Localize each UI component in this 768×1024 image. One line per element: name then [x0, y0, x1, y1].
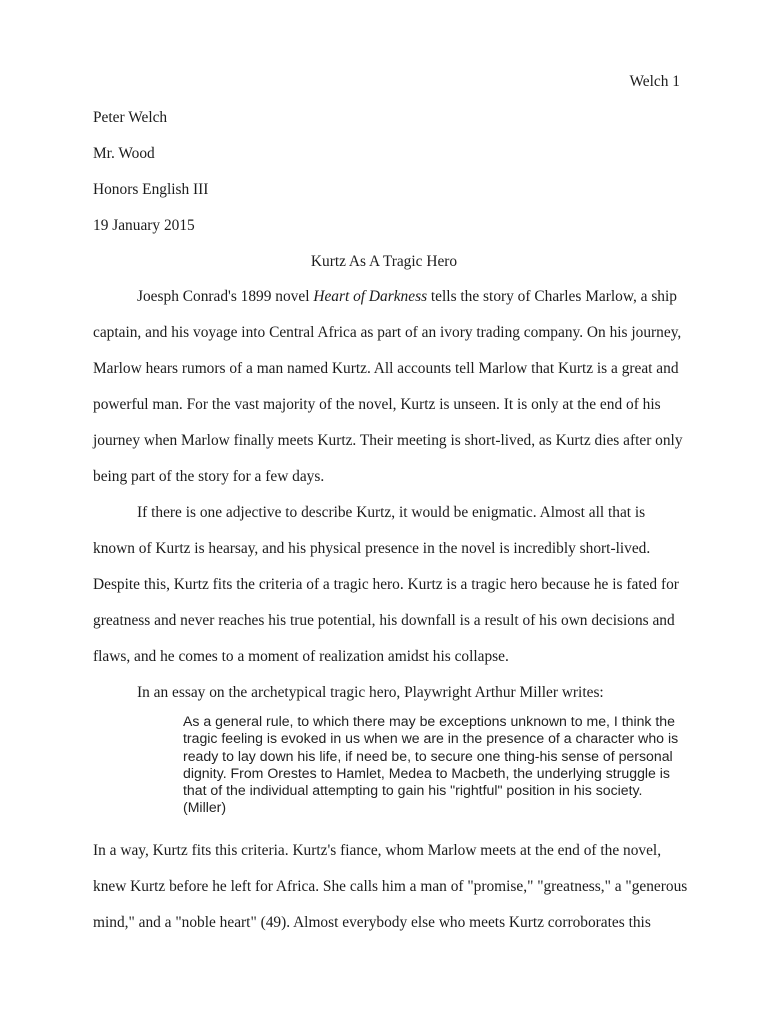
- paragraph-1-line-2: captain, and his voyage into Central Africa as part of an ivory trading company. On his journey,: [93, 324, 682, 341]
- quote-line-1: As a general rule, to which there may be exceptions unknown to me, I think the: [183, 713, 675, 729]
- quote-line-2: tragic feeling is evoked in us when we are in the presence of a character who is: [183, 730, 679, 747]
- quote-citation: (Miller): [183, 799, 227, 816]
- paragraph-2-line-4: greatness and never reaches his true potential, his downfall is a result of his own decisions and: [93, 612, 675, 629]
- paragraph-2-line-5: flaws, and he comes to a moment of realization amidst his collapse.: [93, 648, 509, 665]
- paragraph-1-line-3: Marlow hears rumors of a man named Kurtz. All accounts tell Marlow that Kurtz is a great and: [93, 360, 679, 377]
- paragraph-4-line-2: knew Kurtz before he left for Africa. She calls him a man of "promise," "greatness," a "generous: [93, 878, 688, 895]
- paragraph-1-line-4: powerful man. For the vast majority of the novel, Kurtz is unseen. It is only at the end of his: [93, 396, 661, 413]
- instructor-name: Mr. Wood: [93, 145, 155, 162]
- course-name: Honors English III: [93, 181, 209, 198]
- quote-line-5: that of the individual attempting to gain his "rightful" position in his society.: [183, 782, 643, 799]
- quote-line-4: dignity. From Orestes to Hamlet, Medea to Macbeth, the underlying struggle is: [183, 764, 670, 781]
- quote-line-3: ready to lay down his life, if need be, to secure one thing-his sense of personal: [183, 747, 673, 764]
- page-header: Welch 1: [629, 73, 680, 90]
- paragraph-2-line-2: known of Kurtz is hearsay, and his physical presence in the novel is incredibly short-lived.: [93, 540, 651, 557]
- block-quote: [183, 713, 683, 817]
- paragraph-4-line-1: In a way, Kurtz fits this criteria. Kurtz's fiance, whom Marlow meets at the end of the novel,: [93, 842, 662, 859]
- author-name: Peter Welch: [93, 109, 168, 126]
- paragraph-4-line-3: mind," and a "noble heart" (49). Almost everybody else who meets Kurtz corroborates this: [93, 914, 651, 931]
- paragraph-1-text-pre: Joesph Conrad's 1899 novel: [137, 288, 314, 305]
- book-title: Heart of Darkness: [313, 288, 428, 305]
- paragraph-2-line-1: If there is one adjective to describe Kurtz, it would be enigmatic. Almost all that is: [137, 504, 646, 521]
- paragraph-1-line-1: [137, 279, 677, 315]
- essay-title: Kurtz As A Tragic Hero: [310, 253, 458, 270]
- essay-date: 19 January 2015: [93, 217, 195, 234]
- paragraph-1-text-post: tells the story of Charles Marlow, a ship: [427, 288, 677, 305]
- paragraph-1-line-5: journey when Marlow finally meets Kurtz. Their meeting is short-lived, as Kurtz dies after only: [93, 432, 683, 449]
- paragraph-2-line-3: Despite this, Kurtz fits the criteria of a tragic hero. Kurtz is a tragic hero because he is fated for: [93, 576, 679, 593]
- paragraph-1-line-6: being part of the story for a few days.: [93, 468, 325, 485]
- paragraph-3: In an essay on the archetypical tragic hero, Playwright Arthur Miller writes:: [137, 684, 604, 701]
